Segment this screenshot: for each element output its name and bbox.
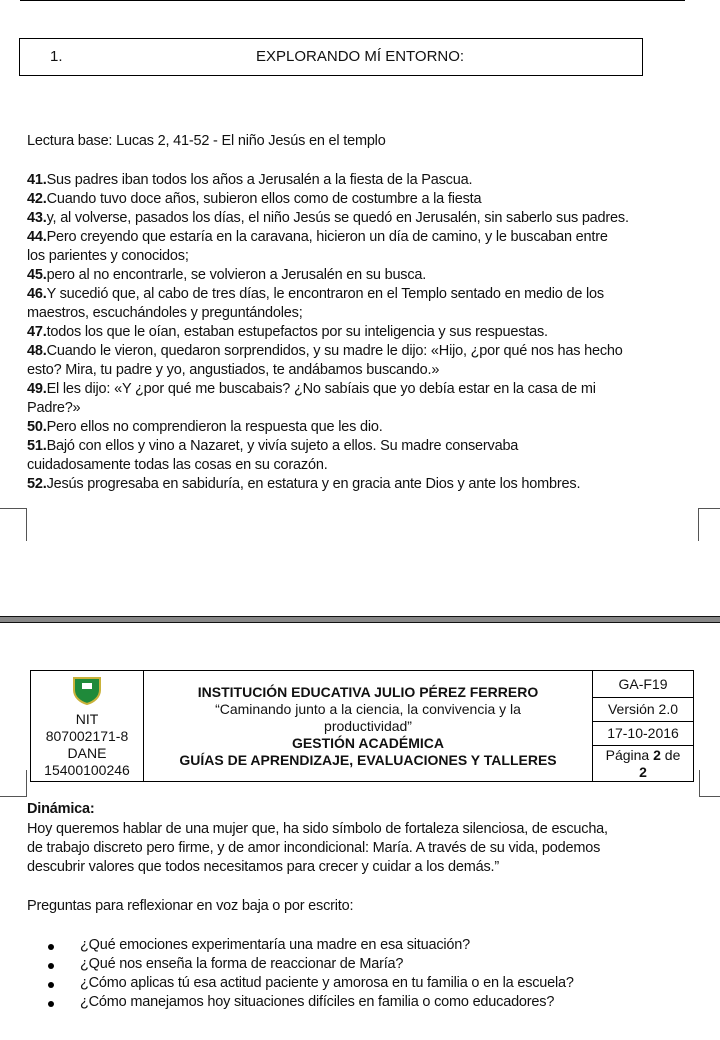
dinamica-title: Dinámica: — [27, 801, 95, 817]
page-total: 2 — [639, 763, 647, 780]
verse-line — [27, 267, 426, 283]
school-crest-logo — [70, 675, 104, 705]
document-type: GUÍAS DE APRENDIZAJE, EVALUACIONES Y TALLERES — [179, 751, 557, 768]
dinamica-line: de trabajo discreto pero firme, y de amor incondicional: María. A través de su vida, podemos — [27, 840, 601, 856]
verse-number: 49. — [27, 381, 47, 397]
dane-label: DANE — [67, 745, 107, 761]
question-item: ¿Cómo manejamos hoy situaciones difíciles en familia o como educadores? — [80, 994, 555, 1010]
dane-value: 15400100246 — [44, 762, 130, 778]
area-name: GESTIÓN ACADÉMICA — [292, 734, 444, 751]
verse-continuation-line — [27, 362, 439, 378]
verse-number: 46. — [27, 286, 47, 302]
verse-text: Pero ellos no comprendieron la respuesta que les dio. — [46, 419, 383, 435]
corner-mark — [0, 770, 27, 797]
reading-title: Lectura base: Lucas 2, 41-52 - El niño Jesús en el templo — [27, 133, 386, 149]
verse-line — [27, 343, 623, 359]
verse-text: Bajó con ellos y vino a Nazaret, y vivía sujeto a ellos. Su madre conservaba — [46, 438, 519, 454]
verse-number: 44. — [27, 229, 47, 245]
corner-mark — [699, 770, 720, 797]
question-item: ¿Cómo aplicas tú esa actitud paciente y amorosa en tu familia o en la escuela? — [80, 975, 574, 991]
verse-line — [27, 419, 383, 435]
section-number: 1. — [50, 48, 63, 65]
verse-number: 45. — [27, 267, 47, 283]
verse-number: 48. — [27, 343, 47, 359]
verse-text: Pero creyendo que estaría en la caravana, hicieron un día de camino, y le buscaban entre — [46, 229, 608, 245]
top-rule — [20, 0, 685, 1]
verse-number: 52. — [27, 476, 47, 492]
doc-version: Versión 2.0 — [593, 698, 694, 722]
question-item: ¿Qué nos enseña la forma de reaccionar de María? — [80, 956, 404, 972]
verse-number: 47. — [27, 324, 47, 340]
motto-line-1: “Caminando junto a la ciencia, la convivencia y la — [215, 700, 521, 717]
institution-header — [30, 670, 694, 782]
page-number-cell — [593, 746, 694, 782]
verse-line — [27, 210, 629, 226]
verse-text: pero al no encontrarle, se volvieron a Jerusalén en su busca. — [46, 267, 427, 283]
verse-text: Sus padres iban todos los años a Jerusalén a la fiesta de la Pascua. — [46, 172, 473, 188]
verse-continuation-line — [27, 400, 80, 416]
nit-value: 807002171-8 — [45, 728, 129, 744]
section-title: EXPLORANDO MÍ ENTORNO: — [256, 48, 465, 65]
verse-text: maestros, escuchándoles y preguntándoles; — [27, 305, 303, 321]
motto-line-2: productividad” — [324, 717, 412, 734]
verse-text: Cuando le vieron, quedaron sorprendidos, y su madre le dijo: «Hijo, ¿por qué nos has hecho — [46, 343, 623, 359]
verse-text: todos los que le oían, estaban estupefactos por su inteligencia y sus respuestas. — [46, 324, 548, 340]
page-current: 2 — [653, 746, 661, 763]
verse-continuation-line — [27, 457, 328, 473]
verse-text: El les dijo: «Y ¿por qué me buscabais? ¿No sabíais que yo debía estar en la casa de mi — [46, 381, 596, 397]
corner-mark — [0, 508, 27, 541]
verse-number: 50. — [27, 419, 47, 435]
verse-number: 43. — [27, 210, 47, 226]
verse-text: esto? Mira, tu padre y yo, angustiados, te andábamos buscando.» — [27, 362, 440, 378]
logo-cell — [31, 671, 144, 782]
corner-mark — [698, 508, 720, 541]
verse-continuation-line — [27, 305, 303, 321]
verse-number: 51. — [27, 438, 47, 454]
verse-line — [27, 229, 608, 245]
verse-text: cuidadosamente todas las cosas en su corazón. — [27, 457, 328, 473]
verse-line — [27, 172, 472, 188]
verse-text: los parientes y conocidos; — [27, 248, 189, 264]
page-of: de — [664, 746, 681, 763]
nit-label: NIT — [75, 711, 99, 727]
verse-text: y, al volverse, pasados los días, el niño Jesús se quedó en Jerusalén, sin saberlo sus padres. — [46, 210, 629, 226]
institution-info-cell — [144, 671, 593, 782]
verse-number: 42. — [27, 191, 47, 207]
verse-continuation-line — [27, 248, 189, 264]
verse-text: Y sucedió que, al cabo de tres días, le encontraron en el Templo sentado en medio de los — [46, 286, 604, 302]
question-item: ¿Qué emociones experimentaría una madre en esa situación? — [80, 937, 470, 953]
doc-code: GA-F19 — [593, 671, 694, 698]
verse-text: Jesús progresaba en sabiduría, en estatura y en gracia ante Dios y ante los hombres. — [46, 476, 581, 492]
verse-line — [27, 381, 596, 397]
verse-line — [27, 476, 580, 492]
institution-name: INSTITUCIÓN EDUCATIVA JULIO PÉREZ FERRERO — [197, 683, 539, 700]
verse-line — [27, 438, 518, 454]
dinamica-line: Hoy queremos hablar de una mujer que, ha sido símbolo de fortaleza silenciosa, de escucha, — [27, 821, 608, 837]
verse-number: 41. — [27, 172, 47, 188]
verse-line — [27, 191, 481, 207]
verse-text: Padre?» — [27, 400, 81, 416]
page-label: Página — [605, 746, 650, 763]
dinamica-line: descubrir valores que todos necesitamos para crecer y cuidar a los demás.” — [27, 859, 499, 875]
page-separator — [0, 616, 720, 623]
section-heading-box — [19, 38, 643, 76]
questions-intro: Preguntas para reflexionar en voz baja o por escrito: — [27, 898, 354, 914]
doc-date: 17-10-2016 — [593, 722, 694, 746]
verse-line — [27, 286, 604, 302]
verse-line — [27, 324, 548, 340]
verse-text: Cuando tuvo doce años, subieron ellos como de costumbre a la fiesta — [46, 191, 482, 207]
